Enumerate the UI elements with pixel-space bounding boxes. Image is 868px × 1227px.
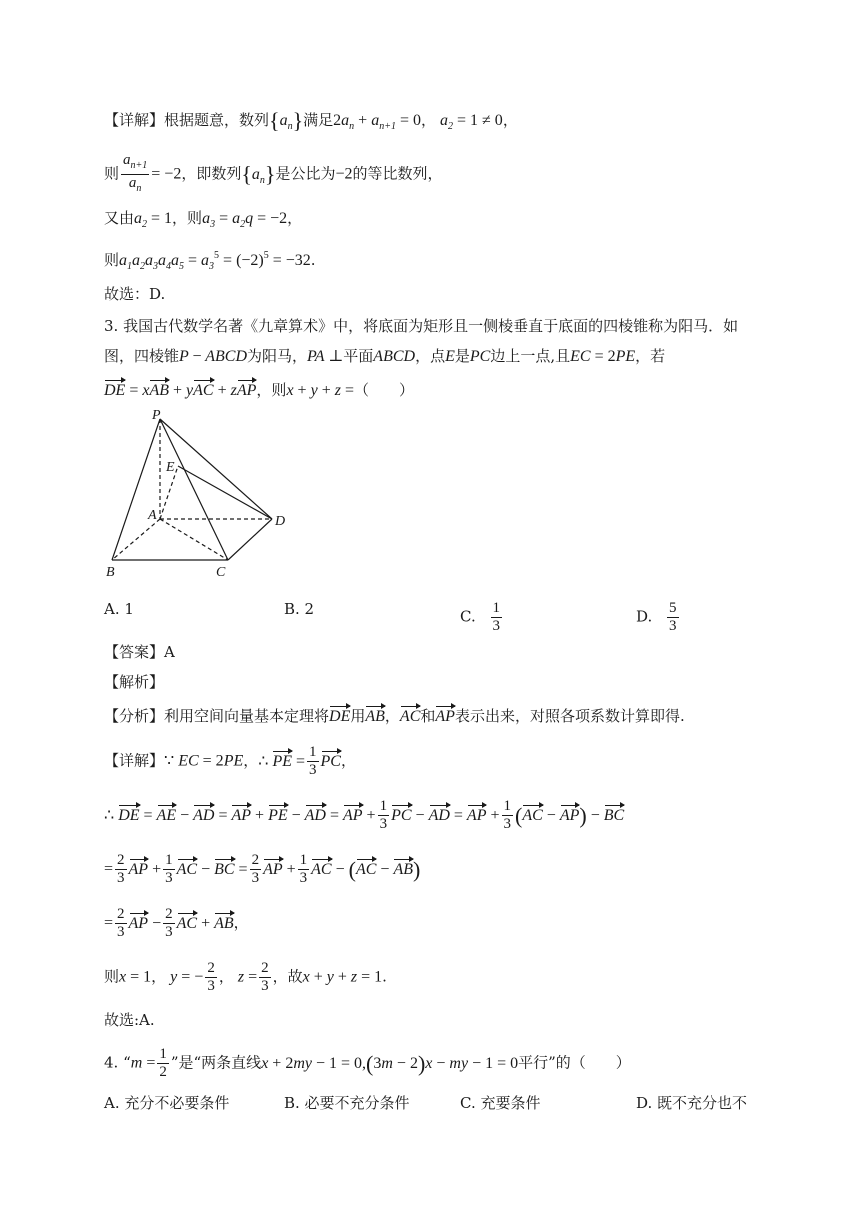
option-D-label: D. xyxy=(636,607,653,626)
detail-2-line-2 xyxy=(104,798,624,833)
edge-CD xyxy=(228,519,272,560)
question-4-text xyxy=(104,1046,631,1081)
math: x + y + z = xyxy=(286,382,354,399)
math-fraction: $\frac{1}{3}$ xyxy=(165,852,173,886)
text: 表示出来，对照各项系数计算即得. xyxy=(454,707,685,725)
text: 又由 xyxy=(104,209,135,227)
math: PC − AD = AP + xyxy=(391,807,499,824)
detail-2-line-5 xyxy=(104,960,387,995)
label-A: A xyxy=(148,508,157,523)
math: DE xyxy=(329,708,350,725)
math: PC xyxy=(321,753,341,770)
math-fraction: $\frac{2}{3}$ xyxy=(117,852,125,886)
text: ， xyxy=(420,111,436,129)
text: ，若 xyxy=(635,347,666,365)
answer-choice-line-2: 故选:A. xyxy=(104,1011,155,1029)
math: y = − xyxy=(166,968,204,986)
math-fraction: $\frac{2}{3}$ xyxy=(117,906,125,940)
answer-label: 【答案】A xyxy=(104,643,175,661)
math: AP + xyxy=(129,861,162,878)
math: AC xyxy=(400,708,420,725)
text: ，故 xyxy=(272,967,303,986)
text: 【分析】利用空间向量基本定理将 xyxy=(104,707,330,725)
option-B: B. 2 xyxy=(284,600,315,618)
text: ， xyxy=(218,967,234,986)
text: 【详解】 xyxy=(104,751,165,770)
text: 满足 xyxy=(303,111,334,129)
text: ”是“两条直线 xyxy=(170,1053,262,1072)
q4-option-C: C. 充要条件 xyxy=(460,1094,541,1112)
text: 是 xyxy=(454,347,470,365)
text: 则 xyxy=(104,967,120,986)
text: 平行”的（ ） xyxy=(518,1053,631,1072)
question-3-line-2 xyxy=(104,346,665,367)
math: $a_2 = 1$ xyxy=(134,210,173,230)
math: AC − (AC − AB) xyxy=(311,856,421,882)
label-D: D xyxy=(275,514,286,529)
option-A: A. 1 xyxy=(104,600,134,618)
text: 图，四棱锥 xyxy=(104,347,180,365)
text: ，即数列 xyxy=(181,164,242,183)
text: ， xyxy=(340,751,356,770)
math: AP + xyxy=(263,861,296,878)
text: 的等比数列， xyxy=(352,164,443,183)
math: { xyxy=(241,161,252,187)
math: $a_n$ xyxy=(251,165,265,186)
math: = xyxy=(104,860,114,878)
math-fraction: $\frac{1}{3}$ xyxy=(299,852,308,886)
text: ，则 xyxy=(172,209,203,227)
q4-option-D: D. 既不充分也不 xyxy=(636,1094,748,1112)
math: { xyxy=(269,108,280,133)
detail-line-2 xyxy=(104,152,443,197)
q4-option-B: B. 必要不充分条件 xyxy=(284,1094,410,1112)
text: . xyxy=(310,251,316,269)
q4-option-A: A. 充分不必要条件 xyxy=(104,1094,230,1112)
math: x + 2my − 1 = 0,(3m − 2)x − my − 1 = 0 xyxy=(261,1050,519,1076)
label-C: C xyxy=(216,565,226,580)
math: AB xyxy=(365,708,385,725)
text: 则 xyxy=(104,251,120,269)
math: } xyxy=(264,161,276,187)
text: ， xyxy=(384,707,400,725)
math: PC xyxy=(469,348,491,365)
analysis-line xyxy=(104,704,685,727)
text: ， xyxy=(151,967,167,986)
math: AC + AB xyxy=(177,915,234,932)
analysis-label: 【解析】 xyxy=(104,673,165,691)
math: PA ⊥ xyxy=(307,348,344,365)
math-fraction: $\frac{2}{3}$ xyxy=(207,960,215,994)
math: ∴ PE = xyxy=(258,753,305,770)
option-C xyxy=(460,600,504,635)
math: x = 1 xyxy=(119,968,152,986)
detail-2-line-1 xyxy=(104,744,356,779)
pyramid-figure xyxy=(100,405,300,580)
edge-ED xyxy=(178,466,272,519)
math-fraction: $\frac{5}{3}$ xyxy=(669,600,677,634)
math: = −2 xyxy=(151,165,182,183)
math: (AC − AP) − BC xyxy=(515,802,625,828)
detail-label: 【详解】 xyxy=(104,111,165,129)
label-B: B xyxy=(106,565,115,580)
math-fraction: $\frac{1}{3}$ xyxy=(503,798,511,832)
text: 边上一点,且 xyxy=(490,347,571,365)
text: 平面 xyxy=(343,347,374,365)
math: DE = xAB + yAC + zAP xyxy=(104,382,256,399)
answer-choice-line: 故选：D. xyxy=(104,285,166,303)
text: . xyxy=(382,967,387,986)
math: AC − BC = xyxy=(177,861,248,878)
option-D xyxy=(636,600,681,635)
math: AP xyxy=(435,708,455,725)
option-C-label: C. xyxy=(460,607,476,626)
text: 根据题意，数列 xyxy=(164,111,270,129)
math: $2a_n + a_{n+1} = 0$ xyxy=(333,112,421,132)
detail-line-3 xyxy=(104,208,302,235)
detail-2-line-3 xyxy=(104,852,420,887)
math: $a_1a_2a_3a_4a_5 = a_3^5 = (-2)^5 = -32$ xyxy=(119,250,311,272)
text: ，则 xyxy=(256,381,287,399)
math: x + y + z = 1 xyxy=(302,968,383,986)
detail-line-1 xyxy=(104,110,518,137)
math-fraction: $\frac{2}{3}$ xyxy=(261,960,269,994)
math: ∵ EC = 2PE xyxy=(164,752,244,770)
text: ，点 xyxy=(415,347,446,365)
text: 和 xyxy=(420,707,436,725)
math: P − ABCD xyxy=(179,348,248,365)
math-fraction: $\frac{1}{3}$ xyxy=(379,798,388,832)
math-fraction: $\frac{1}{2}$ xyxy=(159,1046,167,1080)
math: E xyxy=(445,348,455,365)
math: $a_3 = a_2q = -2$ xyxy=(202,210,288,230)
math: z = xyxy=(233,968,258,986)
math: $a_n$ xyxy=(279,112,293,132)
math-fraction: $\frac{1}{3}$ xyxy=(492,600,500,634)
math: −2 xyxy=(335,165,353,183)
question-3-text: 3. 我国古代数学名著《九章算术》中，将底面为矩形且一侧棱垂直于底面的四棱锥称为阳马．如 xyxy=(104,317,739,335)
label-E: E xyxy=(166,460,175,475)
math: ABCD xyxy=(373,348,416,365)
math-fraction: $\frac{1}{3}$ xyxy=(309,744,317,778)
math-fraction: $\frac{2}{3}$ xyxy=(251,852,260,886)
math-fraction: $\frac{a_{n+1}}{a_n}$ xyxy=(123,152,148,194)
math: = xyxy=(104,914,114,932)
label-P: P xyxy=(152,408,161,423)
question-3-line-3 xyxy=(104,378,414,401)
text: （ ） xyxy=(353,381,414,399)
text: ， xyxy=(502,111,518,129)
detail-line-4 xyxy=(104,246,316,277)
text: 为阳马， xyxy=(247,347,308,365)
detail-2-line-4: = $\frac{2}{3}$ AP − $\frac{2}{3}$ AC + AB， xyxy=(104,906,249,940)
text: ， xyxy=(287,209,303,227)
text: 是公比为 xyxy=(275,164,336,183)
math: $a_2 = 1 \ne 0$ xyxy=(436,112,503,132)
text: ， xyxy=(243,751,259,770)
text: 4. “ xyxy=(104,1053,131,1072)
math: ∴ DE = AE − AD = AP + PE − AD = AP + xyxy=(104,807,376,824)
text: 则 xyxy=(104,164,120,183)
math-fraction: $\frac{2}{3}$ xyxy=(165,906,173,940)
math: EC = 2PE xyxy=(570,348,636,365)
math: AP − xyxy=(129,915,162,932)
text: 用 xyxy=(350,707,366,725)
math: } xyxy=(292,108,304,133)
math: m = xyxy=(130,1054,156,1072)
